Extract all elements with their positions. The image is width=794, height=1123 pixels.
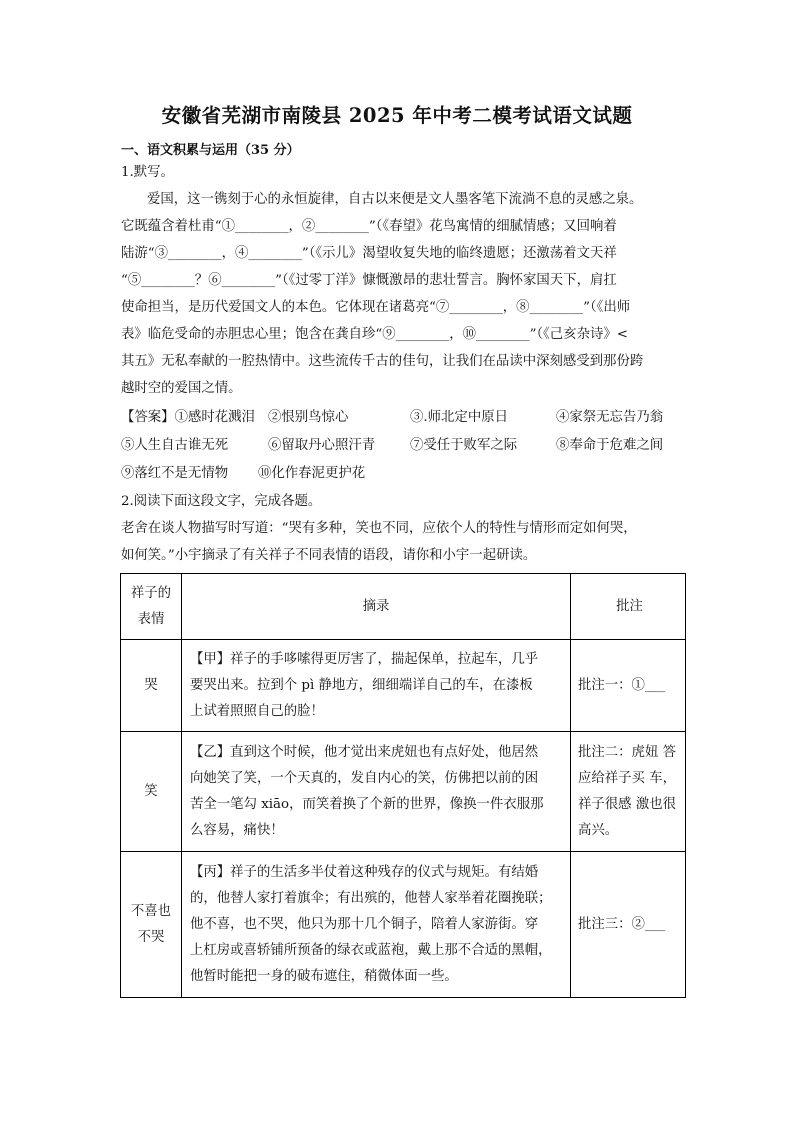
header-note: 批注 [571,574,686,640]
excerpt-cell [182,852,571,998]
answer-item: ⑨落红不是无情物 [121,466,229,481]
excerpt-line: 的，他替人家打着旗伞；有出殡的，他替人家举着花圈挽联； [190,890,552,906]
answer-item: ⑥留取丹心照汗青 [268,438,376,453]
q1-line: 它既蕴含着杜甫“①________，②________”（《春望》花鸟寓情的细腻情感；又回响着 [121,219,617,234]
header-excerpt: 摘录 [182,574,571,640]
annotation-table [120,573,686,998]
excerpt-line: 向她笑了笑，一个天真的，发自内心的笑，仿佛把以前的困 [190,770,539,786]
answer-item: ⑧奉命于危难之间 [556,438,664,453]
q1-line: 使命担当，是历代爱国文人的本色。它体现在诸葛亮“⑦________，⑧________”（《出师 [121,300,631,315]
exam-title: 安徽省芜湖市南陵县 2025 年中考二模考试语文试题 [161,104,633,127]
q1-label: 1.默写。 [121,165,174,180]
answer-item: ③.师北定中原日 [410,410,508,425]
expression-cell: 哭 [121,640,182,732]
q1-line: 陆游“③________，④________”（《示儿》渴望收复失地的临终遗愿；还激荡着文天祥 [121,246,617,261]
note-line: 车，祥子很感 [578,770,676,812]
excerpt-line: 【丙】祥子的生活多半仗着这种残存的仪式与规矩。有结婚 [190,864,539,880]
q1-line: 爱国，这一镌刻于心的永恒旋律，自古以来便是文人墨客笔下流淌不息的灵感之泉。 [147,192,643,207]
answer-item: ⑦受任于败军之际 [410,438,518,453]
q1-line: 越时空的爱国之情。 [121,381,242,396]
answer-item: ①感时花溅泪 [174,410,255,425]
excerpt-line: 上杠房或喜轿铺所预备的绿衣或蓝袍，戴上那不合适的黑帽， [190,942,552,958]
note-line: 批注一：①___ [578,677,666,693]
excerpt-cell [182,732,571,852]
excerpt-line: 上试着照照自己的脸！ [190,703,324,719]
header-expression: 祥子的 表情 [121,574,182,640]
excerpt-line: 他不喜，也不哭，他只为那十几个铜子，陪着人家游街。穿 [190,916,539,932]
expression-cell: 笑 [121,732,182,852]
note-line: 批注二：虎妞 [578,744,659,760]
excerpt-line: 么容易，痛快！ [190,822,284,838]
note-cell [571,732,686,852]
excerpt-line: 要哭出来。拉到个 pì 静地方，细细端详自己的车，在漆板 [190,677,533,693]
section-heading: 一、语文积累与运用（35 分） [121,143,300,158]
q1-line: 其五》无私奉献的一腔热情中。这些流传千古的佳句，让我们在品读中深刻感受到那份跨 [121,354,644,369]
table-row [121,732,686,852]
excerpt-line: 【甲】祥子的手哆嗦得更厉害了，揣起保单，拉起车，几乎 [190,651,539,667]
answer-row [121,410,255,426]
q2-line: 如何笑。”小宇摘录了有关祥子不同表情的语段，请你和小宇一起研读。 [121,548,537,563]
table-row [121,640,686,732]
excerpt-line: 苦全一笔勾 xiāo，而笑着换了个新的世界，像换一件衣服那 [190,796,544,812]
note-line: 激也很高兴。 [578,796,676,838]
expression-cell: 不喜也 不哭 [121,852,182,998]
answer-item: ②恨别鸟惊心 [268,410,349,425]
answer-item: ④家祭无忘告乃翁 [556,410,664,425]
excerpt-line: 他暂时能把一身的破布遮住，稍微体面一些。 [190,968,458,984]
note-line: 答应给祥子买 [578,744,676,786]
excerpt-cell [182,640,571,732]
answer-item: ⑤人生自古谁无死 [121,438,229,453]
note-cell [571,852,686,998]
answer-item: ⑩化作春泥更护花 [258,466,366,481]
q1-line: “⑤________？⑥________”（《过零丁洋》慷慨激昂的悲壮誓言。胸怀家国天下，肩扛 [121,273,617,288]
answer-label: 【答案】 [121,410,175,425]
excerpt-line: 【乙】直到这个时候，他才觉出来虎妞也有点好处，他居然 [190,744,539,760]
table-row [121,852,686,998]
table-header-row [121,574,686,640]
q2-label: 2.阅读下面这段文字，完成各题。 [121,494,322,509]
note-cell [571,640,686,732]
q2-line: 老舍在谈人物描写时写道：“哭有多种，笑也不同，应依个人的特性与情形而定如何哭， [121,521,637,536]
q1-line: 表》临危受命的赤胆忠心里；饱含在龚自珍“⑨________，⑩________”（《己亥杂诗》< [121,327,628,342]
note-line: 批注三：②___ [578,916,666,932]
